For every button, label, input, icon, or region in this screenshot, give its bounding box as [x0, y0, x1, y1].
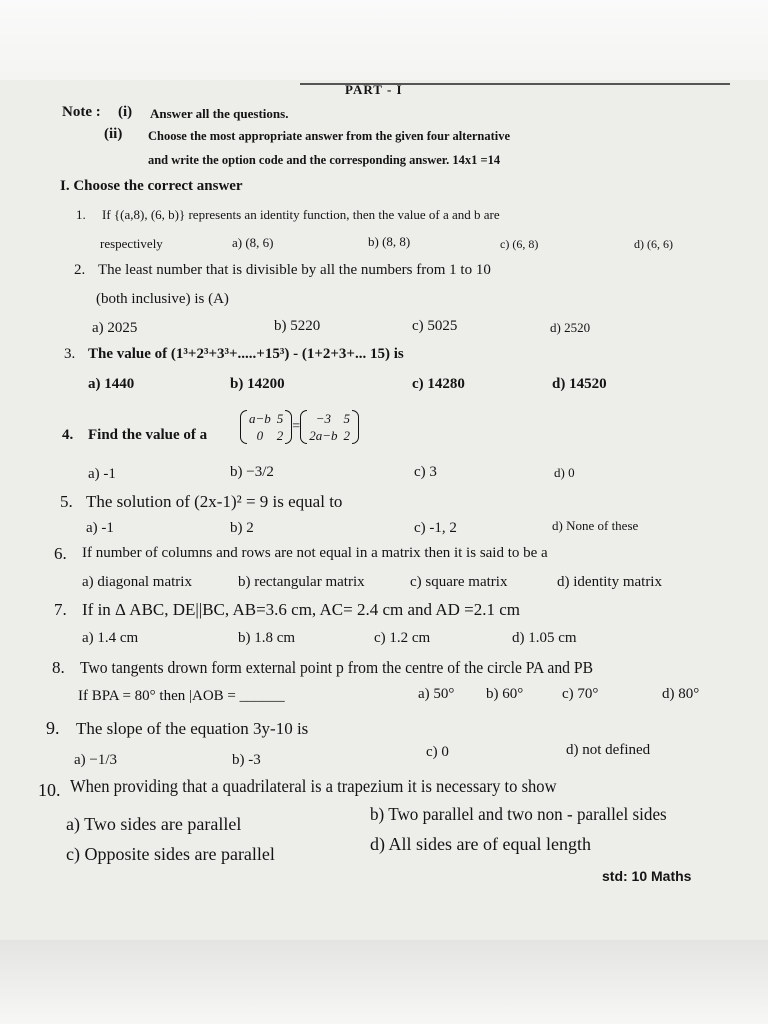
- q4-matrix-left: [240, 410, 292, 444]
- q3-option-d: d) 14520: [552, 376, 607, 392]
- q1-option-d: d) (6, 6): [634, 237, 673, 251]
- page-top-area: [0, 0, 768, 80]
- q9-option-b: b) -3: [232, 752, 261, 768]
- q9-option-a: a) −1/3: [74, 752, 118, 768]
- matrix-cell: −3: [315, 410, 331, 426]
- q2-text-2: (both inclusive) is (A): [96, 291, 229, 307]
- q8-option-c: c) 70°: [562, 686, 599, 702]
- q5-option-c: c) -1, 2: [414, 520, 457, 536]
- q2-option-c: c) 5025: [412, 318, 458, 334]
- page-bottom-area: [0, 940, 768, 1024]
- q6-option-a: a) diagonal matrix: [82, 574, 192, 590]
- q5-option-a: a) -1: [86, 520, 114, 536]
- q7-text: If in Δ ABC, DE||BC, AB=3.6 cm, AC= 2.4 cm and AD =2.1 cm: [82, 600, 520, 619]
- q3-option-c: c) 14280: [412, 376, 465, 392]
- q9-text: The slope of the equation 3y-10 is: [76, 719, 309, 738]
- q4-option-a: a) -1: [88, 466, 116, 482]
- q4-matrix-right: [300, 410, 359, 444]
- q2-number: 2.: [74, 262, 86, 278]
- q7-option-d: d) 1.05 cm: [512, 630, 577, 646]
- q5-number: 5.: [60, 492, 73, 511]
- q9-option-d: d) not defined: [566, 742, 651, 758]
- q2-text: The least number that is divisible by all the numbers from 1 to 10: [98, 262, 491, 278]
- q8-text: Two tangents drown form external point p from the centre of the circle PA and PB: [80, 658, 594, 677]
- q6-number: 6.: [54, 544, 67, 563]
- q3-option-a: a) 1440: [88, 376, 135, 392]
- q8-number: 8.: [52, 658, 65, 677]
- matrix-cell: 2: [343, 427, 350, 443]
- q9-option-c: c) 0: [426, 744, 449, 760]
- q1-text: If {(a,8), (6, b)} represents an identity function, then the value of a and b are: [102, 207, 500, 222]
- q10-option-d: d) All sides are of equal length: [370, 834, 591, 854]
- q3-text: The value of (1³+2³+3³+.....+15³) - (1+2+3+... 15) is: [88, 346, 404, 362]
- note-label: Note :: [62, 104, 101, 120]
- q7-option-a: a) 1.4 cm: [82, 630, 139, 646]
- q8-text-2: If BPA = 80° then |AOB = ______: [78, 688, 285, 704]
- q6-option-b: b) rectangular matrix: [238, 574, 365, 590]
- q10-option-c: c) Opposite sides are parallel: [66, 844, 275, 864]
- q1-number: 1.: [76, 207, 86, 222]
- q9-number: 9.: [46, 718, 60, 738]
- q1-option-b: b) (8, 8): [368, 234, 411, 249]
- q4-option-b: b) −3/2: [230, 464, 274, 480]
- q3-option-b: b) 14200: [230, 376, 285, 392]
- q5-option-d: d) None of these: [552, 518, 639, 533]
- equals-sign: =: [292, 419, 301, 434]
- matrix-cell: 5: [343, 410, 350, 426]
- q6-option-c: c) square matrix: [410, 574, 508, 590]
- q6-option-d: d) identity matrix: [557, 574, 662, 590]
- q1-option-c: c) (6, 8): [500, 237, 539, 251]
- q5-text: The solution of (2x-1)² = 9 is equal to: [86, 492, 343, 511]
- note-ii-marker: (ii): [104, 126, 123, 142]
- q4-matrix-equation: [240, 410, 359, 444]
- q4-number: 4.: [62, 427, 74, 443]
- q8-option-b: b) 60°: [486, 686, 524, 702]
- q1-option-a: a) (8, 6): [232, 235, 274, 250]
- note-i-text: Answer all the questions.: [150, 106, 289, 121]
- matrix-cell: 5: [276, 410, 284, 426]
- q6-text: If number of columns and rows are not equal in a matrix then it is said to be a: [82, 545, 548, 561]
- q4-option-c: c) 3: [414, 464, 437, 480]
- matrix-cell: a−b: [249, 410, 271, 426]
- note-ii-text: Choose the most appropriate answer from the given four alternative: [148, 128, 511, 143]
- q7-option-c: c) 1.2 cm: [374, 630, 431, 646]
- q4-text: Find the value of a: [88, 427, 208, 443]
- q2-option-a: a) 2025: [92, 320, 138, 336]
- section-heading: I. Choose the correct answer: [60, 178, 243, 194]
- q10-option-a: a) Two sides are parallel: [66, 814, 242, 834]
- q1-text-2: respectively: [100, 236, 163, 251]
- part-title: PART - I: [345, 82, 403, 97]
- q10-text: When providing that a quadrilateral is a trapezium it is necessary to show: [70, 776, 557, 796]
- q5-option-b: b) 2: [230, 520, 254, 536]
- matrix-cell: 2a−b: [309, 427, 338, 443]
- q2-option-d: d) 2520: [550, 320, 591, 335]
- q8-option-a: a) 50°: [418, 686, 455, 702]
- matrix-cell: 0: [256, 427, 264, 443]
- q8-option-d: d) 80°: [662, 686, 700, 702]
- q7-option-b: b) 1.8 cm: [238, 630, 296, 646]
- matrix-cell: 2: [276, 427, 284, 443]
- q10-option-b: b) Two parallel and two non - parallel sides: [370, 804, 667, 824]
- q10-number: 10.: [38, 780, 61, 800]
- q2-option-b: b) 5220: [274, 318, 321, 334]
- q4-option-d: d) 0: [554, 465, 575, 480]
- q3-number: 3.: [64, 346, 76, 362]
- note-ii-text-2: and write the option code and the corresponding answer. 14x1 =14: [148, 152, 501, 167]
- footer-subject: std: 10 Maths: [602, 868, 692, 884]
- note-i-marker: (i): [118, 104, 133, 120]
- q7-number: 7.: [54, 600, 67, 619]
